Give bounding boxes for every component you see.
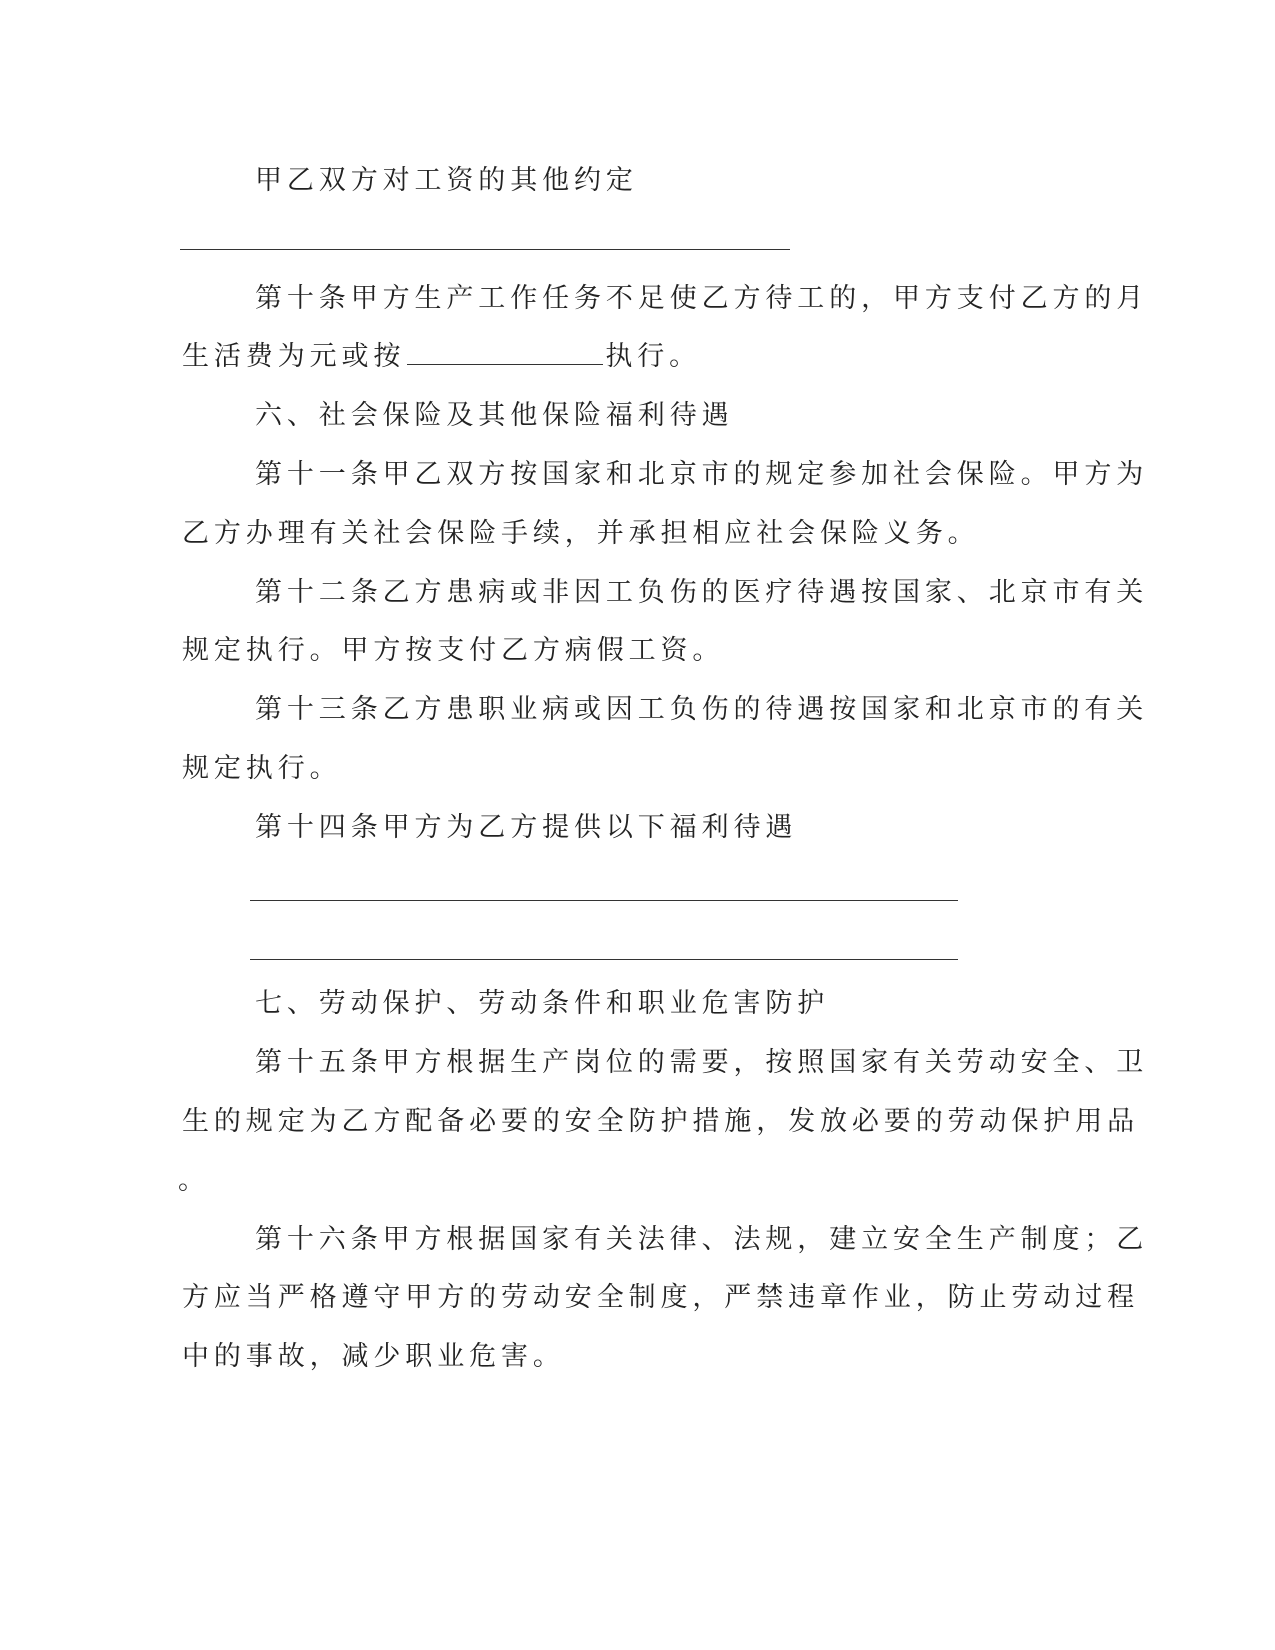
section-6-heading: 六、社会保险及其他保险福利待遇 (255, 400, 734, 431)
article-10-line-2 (182, 339, 701, 375)
article-15-line-1: 第十五条甲方根据生产岗位的需要，按照国家有关劳动安全、卫 (255, 1047, 1149, 1078)
fill-in-blank-article-10 (407, 340, 603, 365)
article-16-line-3: 中的事故，减少职业危害。 (182, 1341, 565, 1372)
fill-in-rule-welfare-2 (250, 959, 958, 960)
article-12-line-1: 第十二条乙方患病或非因工负伤的医疗待遇按国家、北京市有关 (255, 577, 1149, 608)
section-7-heading: 七、劳动保护、劳动条件和职业危害防护 (255, 988, 830, 1019)
wage-other-agreement-line: 甲乙双方对工资的其他约定 (255, 165, 638, 196)
fill-in-rule-welfare-1 (250, 900, 958, 901)
article-13-line-2: 规定执行。 (182, 753, 342, 784)
article-11-line-1: 第十一条甲乙双方按国家和北京市的规定参加社会保险。甲方为 (255, 459, 1149, 490)
fill-in-rule-wage-other (180, 249, 790, 250)
article-14-line: 第十四条甲方为乙方提供以下福利待遇 (255, 812, 798, 843)
article-10-line-1: 第十条甲方生产工作任务不足使乙方待工的，甲方支付乙方的月 (255, 283, 1149, 314)
article-13-line-1: 第十三条乙方患职业病或因工负伤的待遇按国家和北京市的有关 (255, 694, 1149, 725)
article-12-line-2: 规定执行。甲方按支付乙方病假工资。 (182, 635, 725, 666)
article-10-line-2-text-a: 生活费为元或按 (182, 341, 406, 372)
article-15-line-3: 。 (178, 1165, 210, 1196)
article-11-line-2: 乙方办理有关社会保险手续，并承担相应社会保险义务。 (182, 518, 980, 549)
article-10-line-2-text-b: 执行。 (605, 341, 702, 372)
article-16-line-2: 方应当严格遵守甲方的劳动安全制度，严禁违章作业，防止劳动过程 (182, 1282, 1139, 1313)
article-16-line-1: 第十六条甲方根据国家有关法律、法规，建立安全生产制度；乙 (255, 1224, 1149, 1255)
article-15-line-2: 生的规定为乙方配备必要的安全防护措施，发放必要的劳动保护用品 (182, 1106, 1139, 1137)
